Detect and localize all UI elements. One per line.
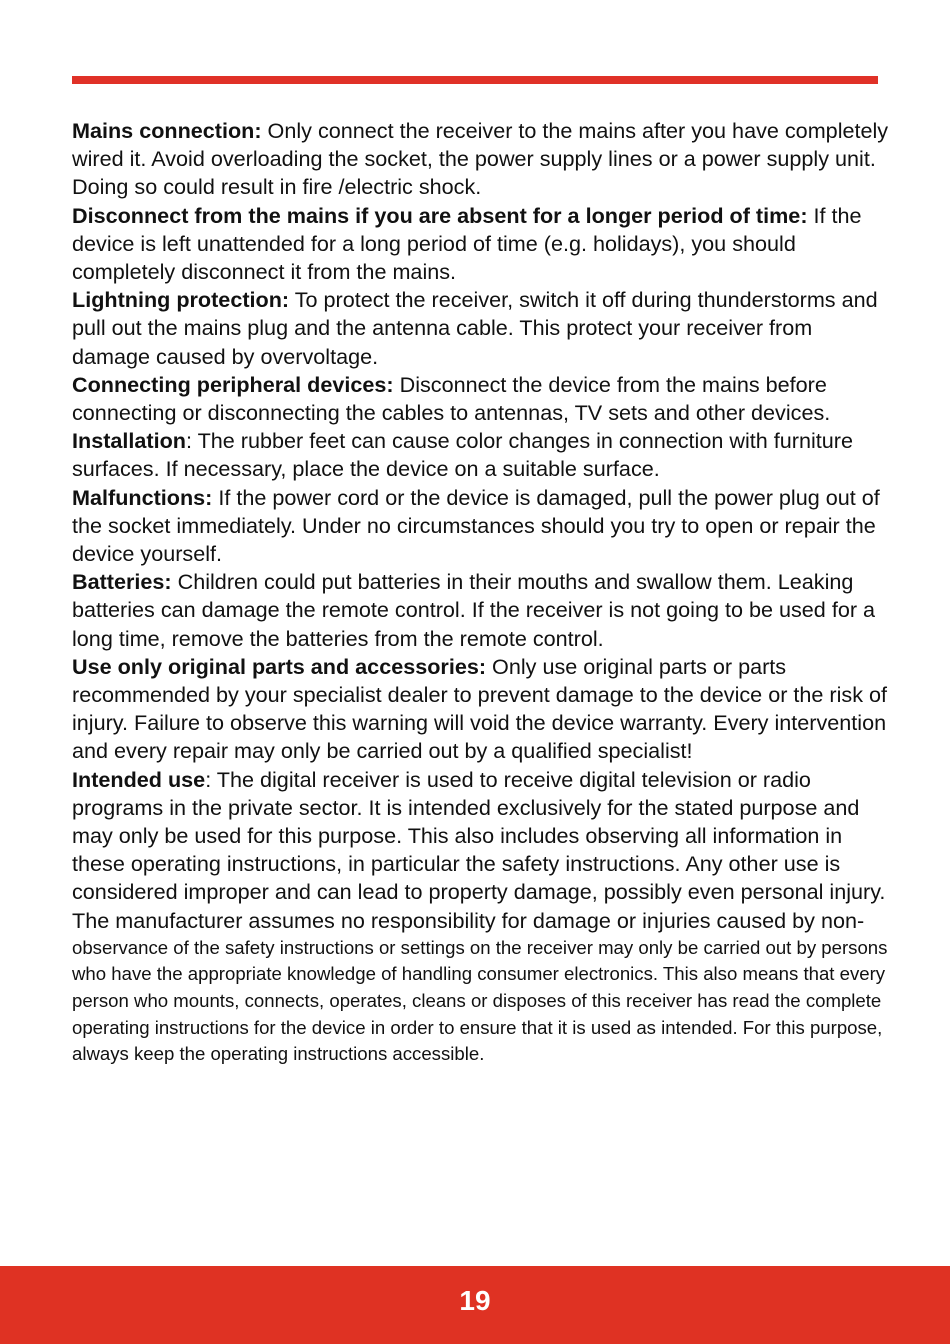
section-body: Only use original parts or parts recommended by your specialist dealer to prevent damage to the device or the risk of injury. Failure to observe this warning will void the device warranty. Every intervention and every repair may only be carried out by a qualified specialist! xyxy=(72,653,887,764)
section-heading: Malfunctions: xyxy=(72,484,213,510)
section-lightning-protection xyxy=(72,286,892,371)
section-installation xyxy=(72,427,892,483)
section-heading: Use only original parts and accessories: xyxy=(72,653,487,679)
section-heading: Installation xyxy=(72,428,186,454)
section-heading: Intended use xyxy=(72,766,206,792)
section-heading: Batteries: xyxy=(72,569,172,595)
section-original-parts xyxy=(72,653,892,766)
section-body: Disconnect the device from the mains before connecting or disconnecting the cables to antennas, TV sets and other devices. xyxy=(72,371,831,426)
section-body: If the device is left unattended for a long period of time (e.g. holidays), you should completely disconnect it from the mains. xyxy=(72,202,862,285)
section-heading: Lightning protection: xyxy=(72,287,290,313)
section-heading: Mains connection: xyxy=(72,118,262,143)
intended-use-continuation: observance of the safety instructions or settings on the receiver may only be carried out by persons who have the appropriate knowledge of handling consumer electronics. This also means that every person who mounts, connects, operates, cleans or disposes of this receiver has read the complete operating instructions for the device in order to ensure that it is used as intended. For this purpose, always keep the operating instructions accessible. xyxy=(72,936,888,1065)
section-body: Children could put batteries in their mouths and swallow them. Leaking batteries can damage the remote control. If the receiver is not going to be used for a long time, remove the batteries from the remote control. xyxy=(72,569,876,651)
section-heading: Disconnect from the mains if you are absent for a longer period of time: xyxy=(72,202,808,228)
section-mains-connection xyxy=(72,117,892,202)
section-peripheral-devices xyxy=(72,371,892,427)
section-body: : The rubber feet can cause color changes in connection with furniture surfaces. If necessary, place the device on a suitable surface. xyxy=(72,428,853,482)
section-body: If the power cord or the device is damaged, pull the power plug out of the socket immediately. Under no circumstances should you try to open or repair the device yourself. xyxy=(72,484,880,567)
section-heading: Connecting peripheral devices: xyxy=(72,371,394,397)
section-body: To protect the receiver, switch it off during thunderstorms and pull out the mains plug and the antenna cable. This protect your receiver from damage caused by overvoltage. xyxy=(72,287,878,369)
section-body: Only connect the receiver to the mains after you have completely wired it. Avoid overloading the socket, the power supply lines or a power supply unit. Doing so could result in fire /electric shock. xyxy=(72,118,889,200)
section-intended-use xyxy=(72,766,892,935)
section-disconnect-absent xyxy=(72,202,892,287)
section-malfunctions xyxy=(72,484,892,569)
safety-instructions-text xyxy=(72,117,892,1068)
top-red-rule xyxy=(72,76,878,84)
section-body: : The digital receiver is used to receive digital television or radio programs in the private sector. It is intended exclusively for the stated purpose and may only be used for this purpose. This also includes observing all information in these operating instructions, in particular the safety instructions. Any other use is considered improper and can lead to property damage, possibly even personal injury. The manufacturer assumes no responsibility for damage or injuries caused by non- xyxy=(72,766,886,933)
page-number: 19 xyxy=(459,1285,491,1316)
footer-bar xyxy=(0,1266,950,1344)
section-batteries xyxy=(72,568,892,653)
